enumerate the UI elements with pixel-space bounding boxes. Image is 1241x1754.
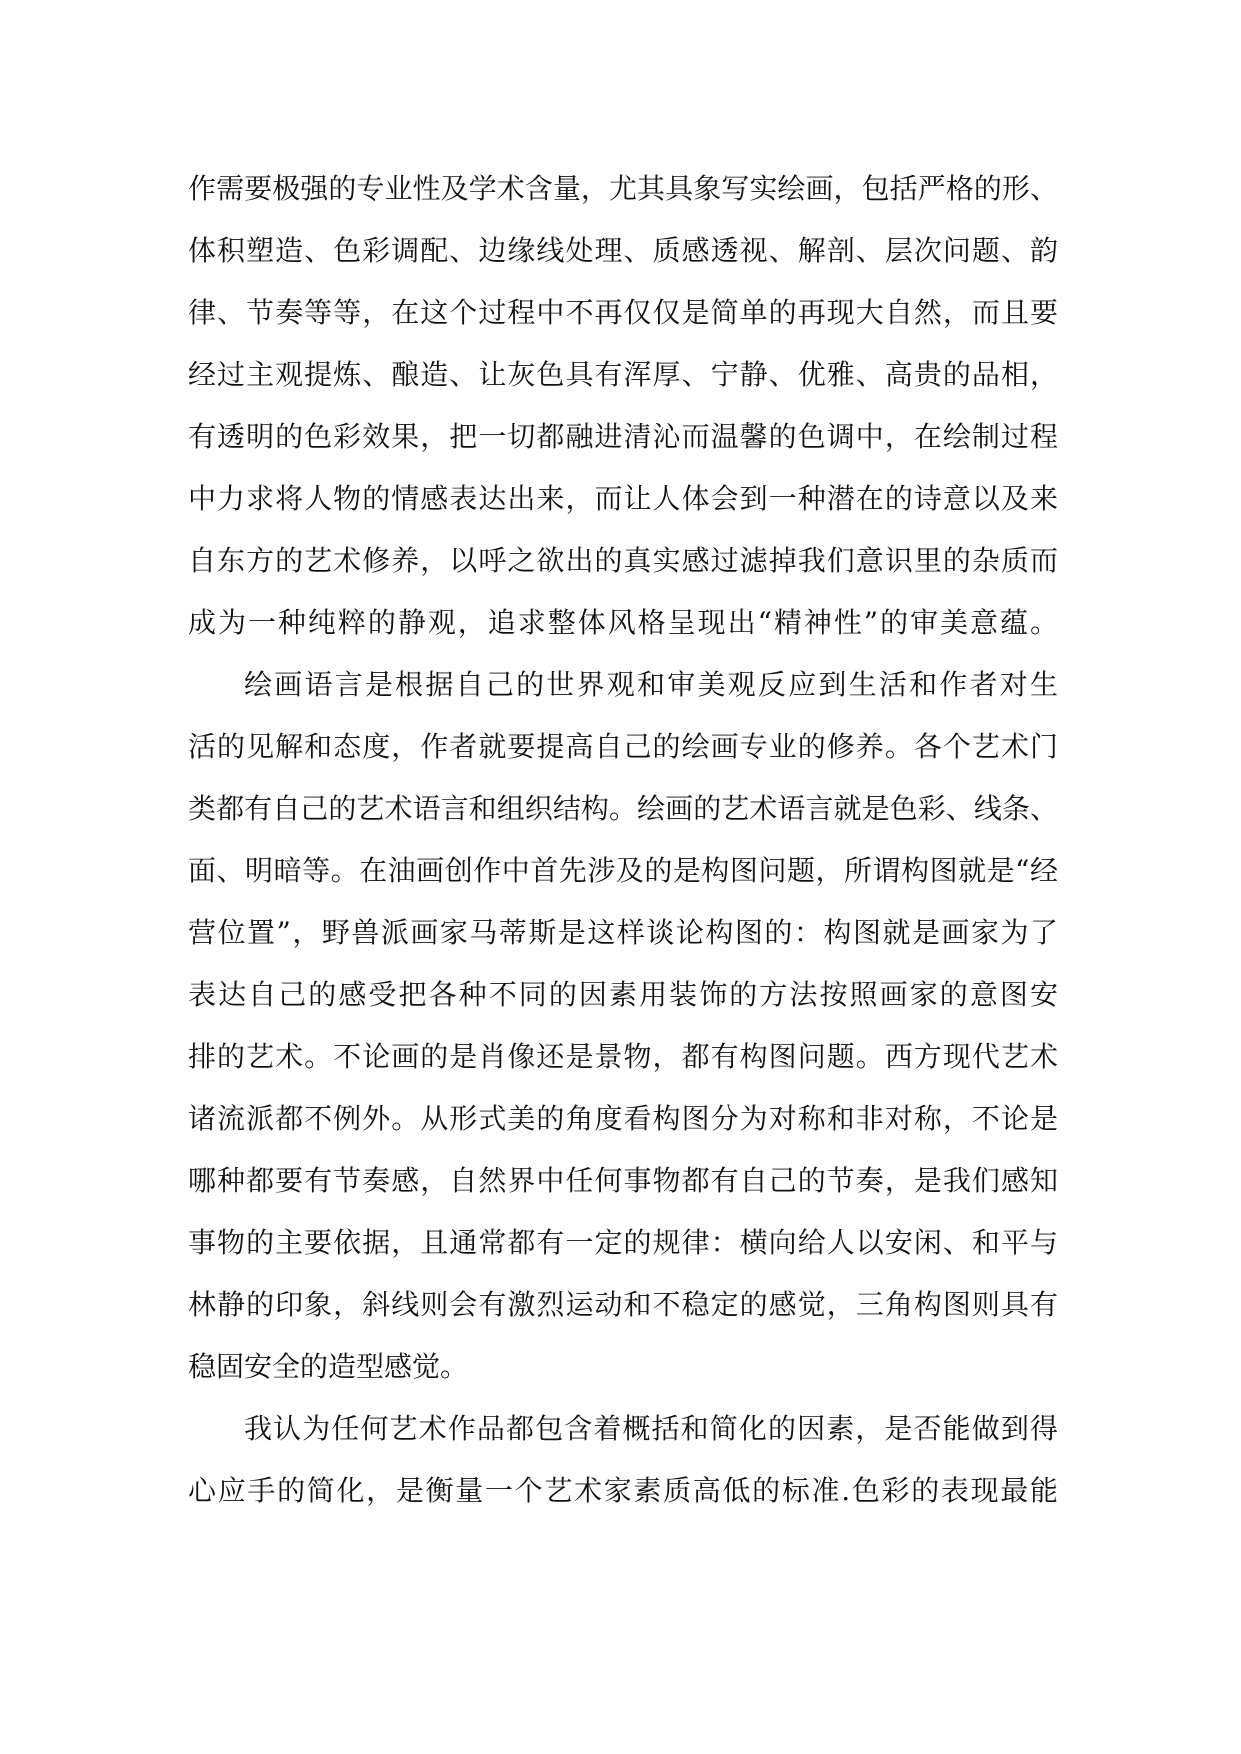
text-line: 事物的主要依据，且通常都有一定的规律：横向给人以安闲、和平与 xyxy=(188,1226,1058,1259)
text-line: 有透明的色彩效果，把一切都融进清沁而温馨的色调中，在绘制过程 xyxy=(188,420,1058,453)
text-line: 类都有自己的艺术语言和组织结构。绘画的艺术语言就是色彩、线条、 xyxy=(188,792,1058,825)
text-line: 心应手的简化，是衡量一个艺术家素质高低的标准.色彩的表现最能 xyxy=(188,1474,1058,1507)
text-line: 哪种都要有节奏感，自然界中任何事物都有自己的节奏，是我们感知 xyxy=(188,1164,1058,1197)
text-line: 林静的印象，斜线则会有激烈运动和不稳定的感觉，三角构图则具有 xyxy=(188,1288,1058,1321)
text-line: 表达自己的感受把各种不同的因素用装饰的方法按照画家的意图安 xyxy=(188,978,1058,1011)
text-line: 绘画语言是根据自己的世界观和审美观反应到生活和作者对生 xyxy=(244,668,1058,701)
text-line: 我认为任何艺术作品都包含着概括和简化的因素，是否能做到得 xyxy=(244,1412,1058,1445)
text-line: 稳固安全的造型感觉。 xyxy=(188,1350,469,1383)
text-line: 经过主观提炼、酿造、让灰色具有浑厚、宁静、优雅、高贵的品相， xyxy=(188,358,1058,391)
document-body xyxy=(188,158,1058,1522)
text-line: 活的见解和态度，作者就要提高自己的绘画专业的修养。各个艺术门 xyxy=(188,730,1058,763)
text-line: 营位置”，野兽派画家马蒂斯是这样谈论构图的：构图就是画家为了 xyxy=(188,916,1058,949)
text-line: 成为一种纯粹的静观，追求整体风格呈现出“精神性”的审美意蕴。 xyxy=(188,606,1058,639)
text-line: 作需要极强的专业性及学术含量，尤其具象写实绘画，包括严格的形、 xyxy=(188,172,1058,205)
text-line: 体积塑造、色彩调配、边缘线处理、质感透视、解剖、层次问题、韵 xyxy=(188,234,1058,267)
paragraph-2 xyxy=(188,654,1058,1398)
paragraph-1 xyxy=(188,158,1058,654)
text-line: 自东方的艺术修养，以呼之欲出的真实感过滤掉我们意识里的杂质而 xyxy=(188,544,1058,577)
text-line: 律、节奏等等，在这个过程中不再仅仅是简单的再现大自然，而且要 xyxy=(188,296,1058,329)
text-line: 面、明暗等。在油画创作中首先涉及的是构图问题，所谓构图就是“经 xyxy=(188,854,1058,887)
text-line: 中力求将人物的情感表达出来，而让人体会到一种潜在的诗意以及来 xyxy=(188,482,1058,515)
text-line: 排的艺术。不论画的是肖像还是景物，都有构图问题。西方现代艺术 xyxy=(188,1040,1058,1073)
text-line: 诸流派都不例外。从形式美的角度看构图分为对称和非对称，不论是 xyxy=(188,1102,1058,1135)
paragraph-3 xyxy=(188,1398,1058,1522)
